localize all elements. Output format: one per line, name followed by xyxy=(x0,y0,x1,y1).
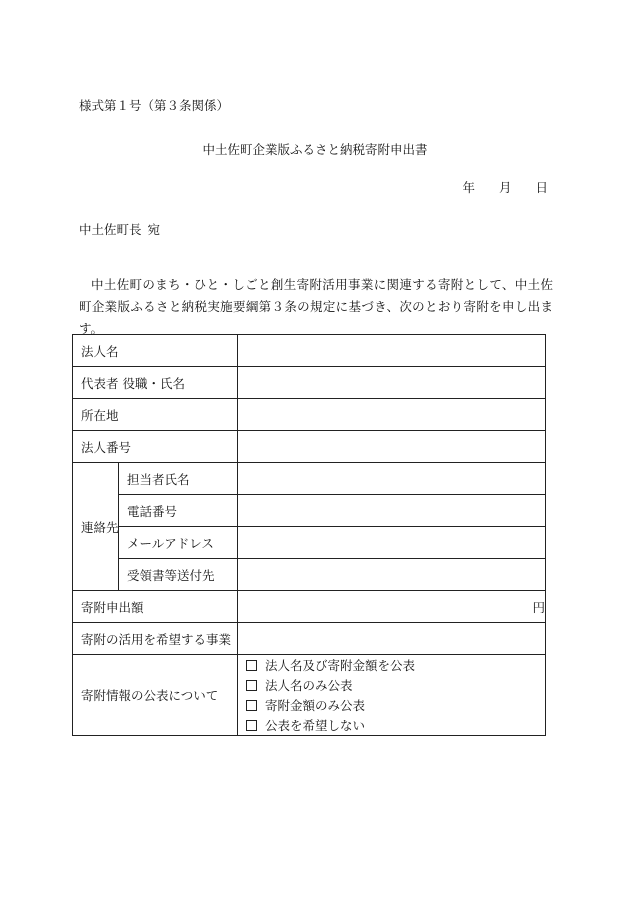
disclosure-option[interactable] xyxy=(246,655,545,675)
corporate-name-label: 法人名 xyxy=(73,335,238,367)
yen-unit-label: 円 xyxy=(532,599,546,615)
date-line xyxy=(462,178,548,196)
corporate-number-label: 法人番号 xyxy=(73,431,238,463)
checkbox-icon[interactable] xyxy=(246,720,257,731)
table-row xyxy=(73,463,546,495)
contact-person-label: 担当者氏名 xyxy=(119,463,238,495)
table-row xyxy=(73,335,546,367)
date-year-label: 年 xyxy=(462,180,475,195)
checkbox-icon[interactable] xyxy=(246,700,257,711)
table-row xyxy=(73,559,546,591)
disclosure-label: 寄附情報の公表について xyxy=(73,655,238,736)
disclosure-option-label: 法人名のみ公表 xyxy=(265,678,353,693)
representative-field[interactable] xyxy=(238,367,546,399)
table-row xyxy=(73,431,546,463)
table-row xyxy=(73,399,546,431)
representative-label: 代表者 役職・氏名 xyxy=(73,367,238,399)
disclosure-option[interactable] xyxy=(246,695,545,715)
date-day-label: 日 xyxy=(535,180,548,195)
donation-amount-label: 寄附申出額 xyxy=(73,591,238,623)
corporate-name-field[interactable] xyxy=(238,335,546,367)
document-title: 中土佐町企業版ふるさと納税寄附申出書 xyxy=(202,142,428,157)
corporate-number-field[interactable] xyxy=(238,431,546,463)
application-form-table xyxy=(72,334,546,736)
receipt-address-field[interactable] xyxy=(238,559,546,591)
disclosure-option[interactable] xyxy=(246,715,545,735)
disclosure-option-label: 公表を希望しない xyxy=(265,718,366,733)
table-row xyxy=(73,591,546,623)
table-row xyxy=(73,527,546,559)
recipient-suffix: 宛 xyxy=(147,222,161,237)
disclosure-option[interactable] xyxy=(246,675,545,695)
project-label: 寄附の活用を希望する事業 xyxy=(73,623,238,655)
recipient-name: 中土佐町長 xyxy=(79,222,142,237)
project-field[interactable] xyxy=(238,623,546,655)
date-month-label: 月 xyxy=(498,180,512,195)
disclosure-options xyxy=(238,655,546,736)
disclosure-option-label: 寄附金額のみ公表 xyxy=(265,698,366,713)
phone-field[interactable] xyxy=(238,495,546,527)
recipient xyxy=(79,220,160,238)
declaration-text: 中土佐町のまち・ひと・しごと創生寄附活用事業に関連する寄附として、中土佐町企業版ふるさと納税実施要綱第３条の規定に基づき、次のとおり寄附を申し出ます。 xyxy=(79,277,553,336)
receipt-address-label: 受領書等送付先 xyxy=(119,559,238,591)
email-field[interactable] xyxy=(238,527,546,559)
contact-group-label: 連絡先 xyxy=(73,463,119,591)
checkbox-icon[interactable] xyxy=(246,660,257,671)
table-row xyxy=(73,367,546,399)
phone-label: 電話番号 xyxy=(119,495,238,527)
form-number: 様式第１号（第３条関係） xyxy=(79,98,230,113)
table-row xyxy=(73,623,546,655)
donation-amount-field[interactable] xyxy=(238,591,546,623)
disclosure-option-label: 法人名及び寄附金額を公表 xyxy=(265,658,416,673)
address-field[interactable] xyxy=(238,399,546,431)
email-label: メールアドレス xyxy=(119,527,238,559)
table-row xyxy=(73,655,546,736)
checkbox-icon[interactable] xyxy=(246,680,257,691)
address-label: 所在地 xyxy=(73,399,238,431)
contact-person-field[interactable] xyxy=(238,463,546,495)
table-row xyxy=(73,495,546,527)
